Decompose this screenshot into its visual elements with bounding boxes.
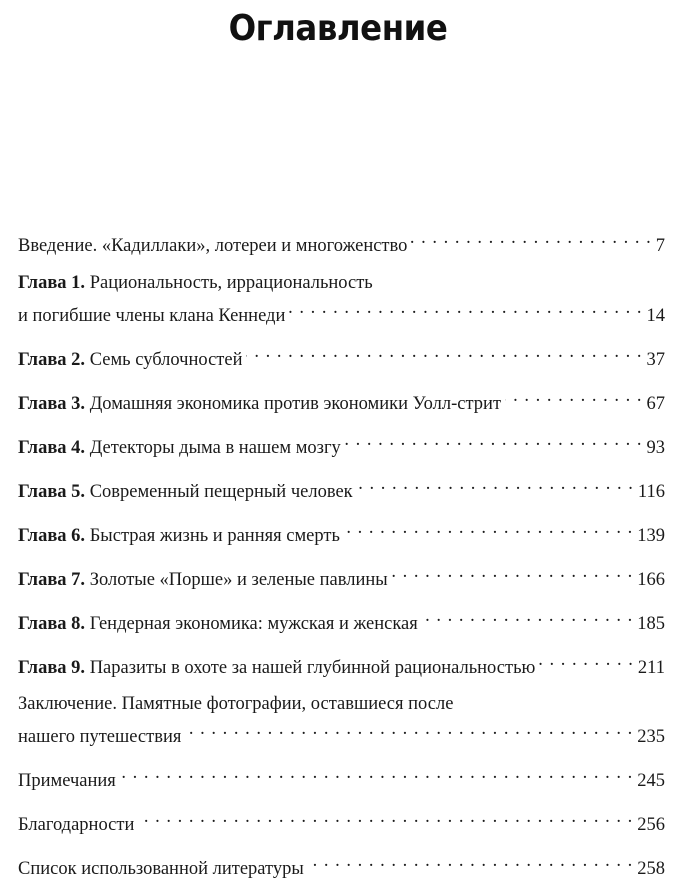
dot-leader <box>422 604 633 629</box>
chapter-label: Глава 7. <box>18 570 86 590</box>
entry-title-text: Домашняя экономика против экономики Уолл-стрит <box>89 394 502 414</box>
toc-entry-chapter-5 <box>18 472 665 502</box>
entry-title <box>18 436 341 461</box>
toc-entry-chapter-3 <box>18 384 665 414</box>
dot-leader <box>357 472 634 497</box>
page-number: 116 <box>637 482 665 502</box>
chapter-label: Глава 3. <box>18 394 86 414</box>
entry-title <box>18 656 535 681</box>
entry-title: Благодарности <box>18 815 135 835</box>
dot-leader <box>246 340 642 365</box>
page-number: 256 <box>637 815 665 835</box>
dot-leader <box>505 384 642 409</box>
entry-title <box>18 348 242 373</box>
page-number: 7 <box>655 236 665 256</box>
toc-entry-chapter-2 <box>18 340 665 370</box>
page-number: 37 <box>646 350 665 370</box>
entry-title-text: Детекторы дыма в нашем мозгу <box>89 438 341 458</box>
dot-leader <box>289 296 642 321</box>
entry-title-line-1: Рациональность, иррациональность <box>89 273 373 293</box>
chapter-label: Глава 1. <box>18 273 86 293</box>
page-number: 166 <box>637 570 665 590</box>
dot-leader <box>344 516 633 541</box>
toc-entry-introduction <box>18 226 665 256</box>
page-number: 258 <box>637 859 665 879</box>
chapter-label: Глава 4. <box>18 438 86 458</box>
entry-title: Примечания <box>18 771 116 791</box>
chapter-label: Глава 9. <box>18 658 86 678</box>
toc-entry-conclusion <box>18 692 665 747</box>
entry-title-line-1: Заключение. Памятные фотографии, оставшиеся после <box>18 694 454 714</box>
toc-entry-chapter-4 <box>18 428 665 458</box>
page-number: 211 <box>637 658 665 678</box>
chapter-label: Глава 2. <box>18 350 86 370</box>
toc-entry-notes <box>18 761 665 791</box>
page-number: 185 <box>637 614 665 634</box>
page-number: 235 <box>637 727 665 747</box>
page-number: 245 <box>637 771 665 791</box>
page-number: 14 <box>646 306 665 326</box>
entry-title <box>18 612 418 637</box>
toc-entry-chapter-8 <box>18 604 665 634</box>
entry-title-text: Быстрая жизнь и ранняя смерть <box>89 526 340 546</box>
table-of-contents <box>18 226 665 879</box>
dot-leader <box>345 428 643 453</box>
page-title: Оглавление <box>228 8 448 49</box>
dot-leader <box>120 761 633 786</box>
chapter-label: Глава 8. <box>18 614 86 634</box>
toc-entry-chapter-6 <box>18 516 665 546</box>
chapter-label: Глава 6. <box>18 526 86 546</box>
chapter-label: Глава 5. <box>18 482 86 502</box>
entry-title: и погибшие члены клана Кеннеди <box>18 306 286 326</box>
toc-entry-chapter-1 <box>18 271 665 326</box>
entry-title <box>18 392 501 417</box>
dot-leader <box>539 648 634 673</box>
entry-title-text: Гендерная экономика: мужская и женская <box>89 614 418 634</box>
entry-title-text: Современный пещерный человек <box>89 482 353 502</box>
toc-entry-acknowledgements <box>18 805 665 835</box>
toc-entry-chapter-7 <box>18 560 665 590</box>
entry-title: Список использованной литературы <box>18 859 304 879</box>
dot-leader <box>411 226 651 251</box>
page-number: 67 <box>646 394 665 414</box>
dot-leader <box>392 560 634 585</box>
entry-title <box>18 480 353 505</box>
entry-title <box>18 524 340 549</box>
dot-leader <box>185 717 633 742</box>
entry-title: Введение. «Кадиллаки», лотереи и многоженство <box>18 236 408 256</box>
page-number: 93 <box>646 438 665 458</box>
toc-entry-bibliography <box>18 849 665 879</box>
page-number: 139 <box>637 526 665 546</box>
entry-title-text: Семь сублочностей <box>89 350 243 370</box>
entry-title <box>18 568 388 593</box>
entry-title: нашего путешествия <box>18 727 182 747</box>
toc-entry-chapter-9 <box>18 648 665 678</box>
dot-leader <box>138 805 633 830</box>
dot-leader <box>308 849 633 874</box>
entry-title-text: Паразиты в охоте за нашей глубинной рациональностью <box>89 658 536 678</box>
entry-title-text: Золотые «Порше» и зеленые павлины <box>89 570 388 590</box>
